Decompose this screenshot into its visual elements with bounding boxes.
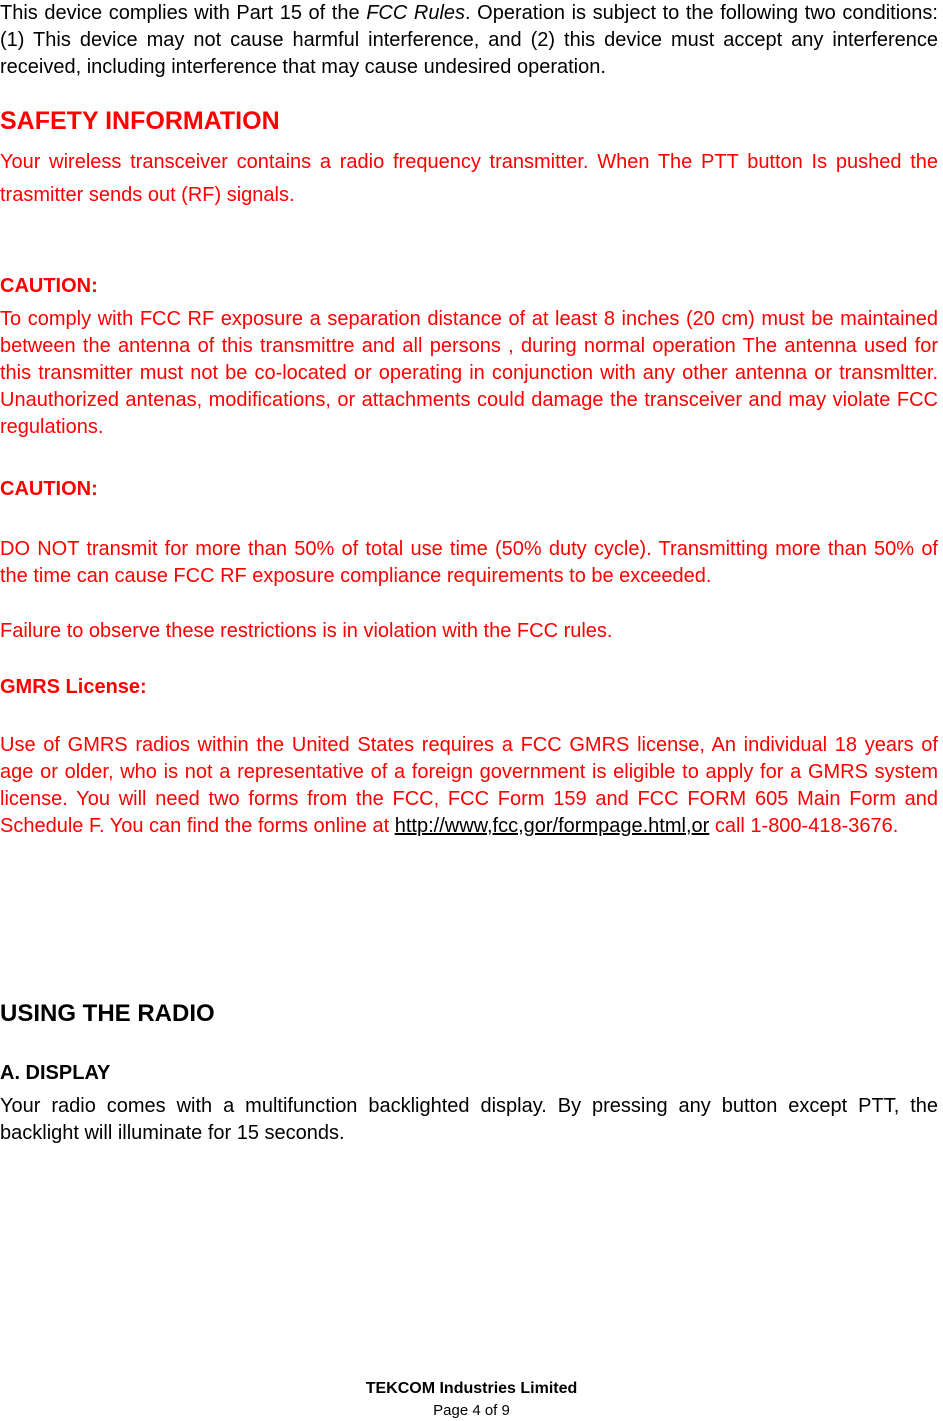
gmrs-text: Use of GMRS radios within the United States requires a FCC GMRS license, An individual 18 years of age or older, who is not a representative of a foreign government is eligible to apply for a GMRS system license. You will need two forms from the FCC, FCC Form 159 and FCC FORM 605 Main Form and Schedule F. You can find the forms online at: [0, 734, 938, 837]
display-paragraph: Your radio comes with a multifunction backlighted display. By pressing any button except PTT, the backlight will illuminate for 15 seconds.: [0, 1095, 938, 1144]
safety-intro-paragraph: Your wireless transceiver contains a radio frequency transmitter. When The PTT button Is pushed the trasmitter sends out (RF) signals.: [0, 151, 938, 206]
fcc-forms-link[interactable]: http://www,fcc,gor/formpage.html,or: [394, 815, 710, 837]
fcc-rules-emphasis: FCC Rules: [366, 2, 466, 24]
using-the-radio-heading: USING THE RADIO: [0, 1000, 215, 1027]
gmrs-license-paragraph: [0, 732, 938, 840]
display-subheading: A. DISPLAY: [0, 1062, 111, 1084]
footer-company-name: TEKCOM Industries Limited: [365, 1380, 578, 1397]
fcc-text-before: This device complies with Part 15 of the: [0, 2, 367, 24]
footer-page-number: Page 4 of 9: [433, 1402, 510, 1419]
caution-rf-exposure-paragraph: To comply with FCC RF exposure a separation distance of at least 8 inches (20 cm) must be maintained between the antenna of this transmittre and all persons , during normal operation The antenna used for this transmitter must not be co-located or operating in conjunction with any other antenna or transmltter. Unauthorized antenas, modifications, or attachments could damage the transceiver and may violate FCC regulations.: [0, 308, 938, 438]
gmrs-phone-text: call 1-800-418-3676.: [709, 815, 899, 837]
safety-information-heading: SAFETY INFORMATION: [0, 107, 280, 135]
fcc-compliance-paragraph: [0, 0, 938, 81]
caution-heading-2: CAUTION:: [0, 478, 98, 500]
gmrs-license-heading: GMRS License:: [0, 676, 147, 698]
fcc-text-after: . Operation is subject to the following two conditions: (1) This device may not cause harmful interference, and (2) this device must accept any interference received, including interference that may cause undesired operation.: [0, 2, 938, 78]
caution-heading-1: CAUTION:: [0, 275, 98, 297]
failure-paragraph: Failure to observe these restrictions is in violation with the FCC rules.: [0, 620, 613, 642]
caution-duty-cycle-paragraph: DO NOT transmit for more than 50% of total use time (50% duty cycle). Transmitting more than 50% of the time can cause FCC RF exposure compliance requirements to be exceeded.: [0, 538, 938, 587]
